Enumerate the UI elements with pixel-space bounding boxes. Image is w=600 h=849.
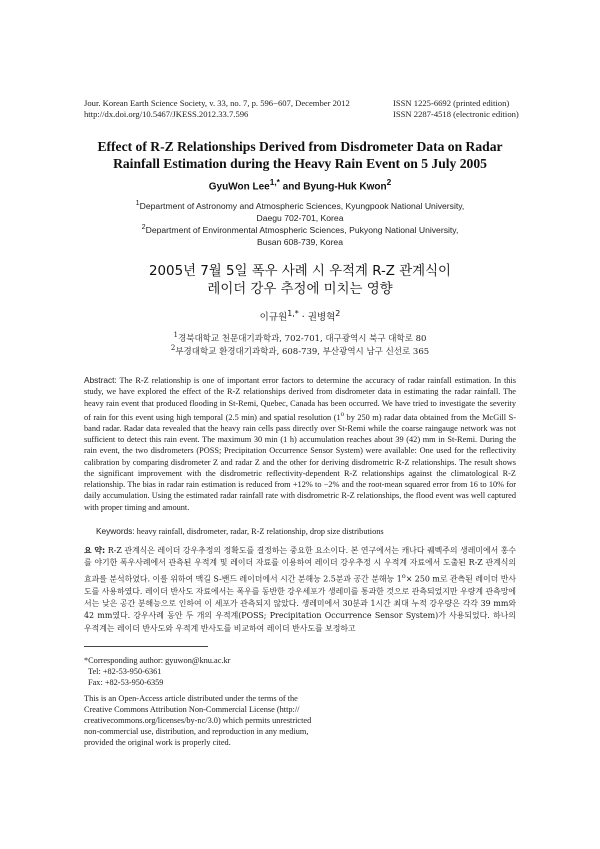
author-name: GyuWon Lee bbox=[208, 181, 270, 193]
corresponding-email: *Corresponding author: gyuwon@knu.ac.kr bbox=[84, 656, 231, 665]
korean-title bbox=[60, 263, 540, 299]
author-list bbox=[0, 177, 600, 192]
korean-author-superscript: 2 bbox=[335, 309, 341, 318]
license-notice bbox=[84, 693, 312, 748]
keywords-text: heavy rainfall, disdrometer, radar, R-Z relationship, drop size distributions bbox=[134, 527, 384, 536]
author-superscript: 2 bbox=[386, 177, 392, 187]
author-conjunction: and bbox=[279, 181, 304, 193]
affiliation-address: Daegu 702-701, Korea bbox=[256, 212, 344, 223]
affiliation-2 bbox=[100, 221, 500, 248]
paper-title bbox=[60, 138, 540, 172]
degree-superscript: o bbox=[401, 571, 406, 580]
journal-header-left bbox=[84, 98, 350, 120]
korean-author-name: 이규원 bbox=[259, 312, 288, 324]
korean-affiliation-superscript: 2 bbox=[170, 343, 176, 352]
license-line: provided the original work is properly cited. bbox=[84, 738, 231, 748]
korean-affiliation-text: 부경대학교 환경대기과학과, 608-739, 부산광역시 남구 신선로 365 bbox=[175, 346, 430, 357]
license-line: Creative Commons Attribution Non-Commercial License (http:// bbox=[84, 705, 300, 715]
korean-author-superscript: 1,* bbox=[287, 309, 299, 318]
korean-author-separator: · bbox=[298, 312, 308, 324]
journal-doi: http://dx.doi.org/10.5467/JKESS.2012.33.7.596 bbox=[84, 109, 249, 119]
affiliation-address: Busan 608-739, Korea bbox=[256, 236, 343, 247]
abstract bbox=[84, 375, 516, 513]
korean-affiliation-superscript: 1 bbox=[173, 330, 179, 339]
korean-abstract-label: 요 약: bbox=[84, 546, 106, 555]
license-line: creativecommons.org/licenses/by-nc/3.0) which permits unrestricted bbox=[84, 716, 312, 726]
issn-electronic: ISSN 2287-4518 (electronic edition) bbox=[393, 109, 519, 119]
corresponding-author-footnote bbox=[84, 655, 230, 688]
korean-affiliation-2 bbox=[100, 342, 500, 358]
korean-abstract bbox=[84, 545, 516, 635]
license-line: non-commercial use, distribution, and reproduction in any medium, bbox=[84, 727, 309, 737]
abstract-text: The R-Z relationship is one of important error factors to determine the accuracy of radar rainfall estimation. In this study, we have explored the effect of the R-Z relationships derived from disdrometer data in estimating the radar rainfall. The heavy rain event that produced flooding in St-Remi, Quebec, Canada has been occurred. We have tried to investigate the severity of rain for this event using high temporal (2.5 min) and spatial resolution (1 bbox=[84, 376, 516, 422]
author-superscript: 1,* bbox=[269, 177, 280, 187]
korean-abstract-text: × 250 m로 관측된 레이더 반사도를 사용하였다. 레이더 반사도 자료에서는 폭우를 동반한 강우세포가 생레미를 통과한 것으로 관측되었지만 우량계 관측망에서는 낮은 공간 분해능으로 인하여 이 세포가 관측되지 않았다. 생레미에서 30분과 1시간 최대 누적 강우량은 각각 39 mm와 42 mm였다. 강우사례 동안 두 개의 우적계(POSS; Precipitation Occurrence Sensor System)가 사용되었다. 하나의 우적계는 레이더 반사도와 우적계 반사도를 비교하여 레이더 반사도를 보정하고 bbox=[84, 574, 516, 633]
korean-title-line: 레이더 강우 추정에 미치는 영향 bbox=[207, 282, 393, 297]
abstract-text: by 250 m) radar data obtained from the McGill S-band radar. Radar data revealed that the heavy rain cells pass directly over St-Remi while the coarse raingauge network was not sufficient to detect this rain event. The maximum 30 min (1 h) accumulation reaches about 39 (42) mm in St-Remi. During the rain event, the two disdrometers (POSS; Precipitation Occurrence Sensor System) were available: One used for the reflectivity calibration by comparing disdrometer Z and radar Z and the other for deriving disdrometric R-Z relationships. The result shows the significant improvement with the disdrometric reflectivity-dependent R-Z relationships against the climatological R-Z relationship. The bias in radar rain estimation is reduced from +12% to −2% and the root-mean squared error from 16 to 10% for daily accumulation. Using the estimated radar rainfall rate with disdrometric R-Z relationships, the flood event was well captured with proper timing and amount. bbox=[84, 412, 516, 512]
affiliation-superscript: 1 bbox=[135, 199, 140, 207]
corresponding-tel: Tel: +82-53-950-6361 bbox=[88, 667, 162, 676]
footnote-divider bbox=[84, 646, 208, 647]
affiliation-superscript: 2 bbox=[141, 223, 146, 231]
issn-print: ISSN 1225-6692 (printed edition) bbox=[393, 98, 510, 108]
korean-author-list bbox=[0, 309, 600, 323]
keywords bbox=[96, 526, 516, 537]
korean-abstract-text: R-Z 관계식은 레이더 강우추정의 정확도를 결정하는 중요한 요소이다. 본 연구에서는 캐나다 퀘벡주의 생레미에서 홍수를 야기한 폭우사례에서 관측된 우적계 및 레이더 자료를 이용하여 레이더 강우추정 시 우적계 자료에서 도출된 R-Z 관계식의 효과를 분석하였다. 이를 위하여 맥길 S-밴드 레이더에서 시간 분해능 2.5분과 공간 분해능 1 bbox=[84, 546, 517, 584]
korean-affiliation-text: 경북대학교 천문대기과학과, 702-701, 대구광역시 북구 대학로 80 bbox=[178, 333, 427, 344]
corresponding-fax: Fax: +82-53-950-6359 bbox=[88, 678, 164, 687]
abstract-label: Abstract: bbox=[84, 375, 117, 385]
license-line: This is an Open-Access article distributed under the terms of the bbox=[84, 694, 298, 703]
affiliation-1 bbox=[100, 197, 500, 224]
journal-header-right bbox=[393, 98, 519, 120]
paper-title-line: Rainfall Estimation during the Heavy Rain Event on 5 July 2005 bbox=[113, 156, 487, 171]
affiliation-text: Department of Environmental Atmospheric Sciences, Pukyong National University, bbox=[145, 224, 459, 235]
korean-author-name: 권병혁 bbox=[307, 312, 336, 324]
korean-title-line: 2005년 7월 5일 폭우 사례 시 우적계 R-Z 관계식이 bbox=[149, 264, 451, 279]
keywords-label: Keywords: bbox=[96, 526, 135, 536]
paper-title-line: Effect of R-Z Relationships Derived from Disdrometer Data on Radar bbox=[97, 139, 503, 154]
affiliation-text: Department of Astronomy and Atmospheric Sciences, Kyungpook National University, bbox=[139, 200, 465, 211]
journal-citation: Jour. Korean Earth Science Society, v. 33, no. 7, p. 596−607, December 2012 bbox=[84, 98, 350, 108]
degree-superscript: o bbox=[340, 410, 345, 418]
author-name: Byung-Huk Kwon bbox=[303, 181, 387, 193]
